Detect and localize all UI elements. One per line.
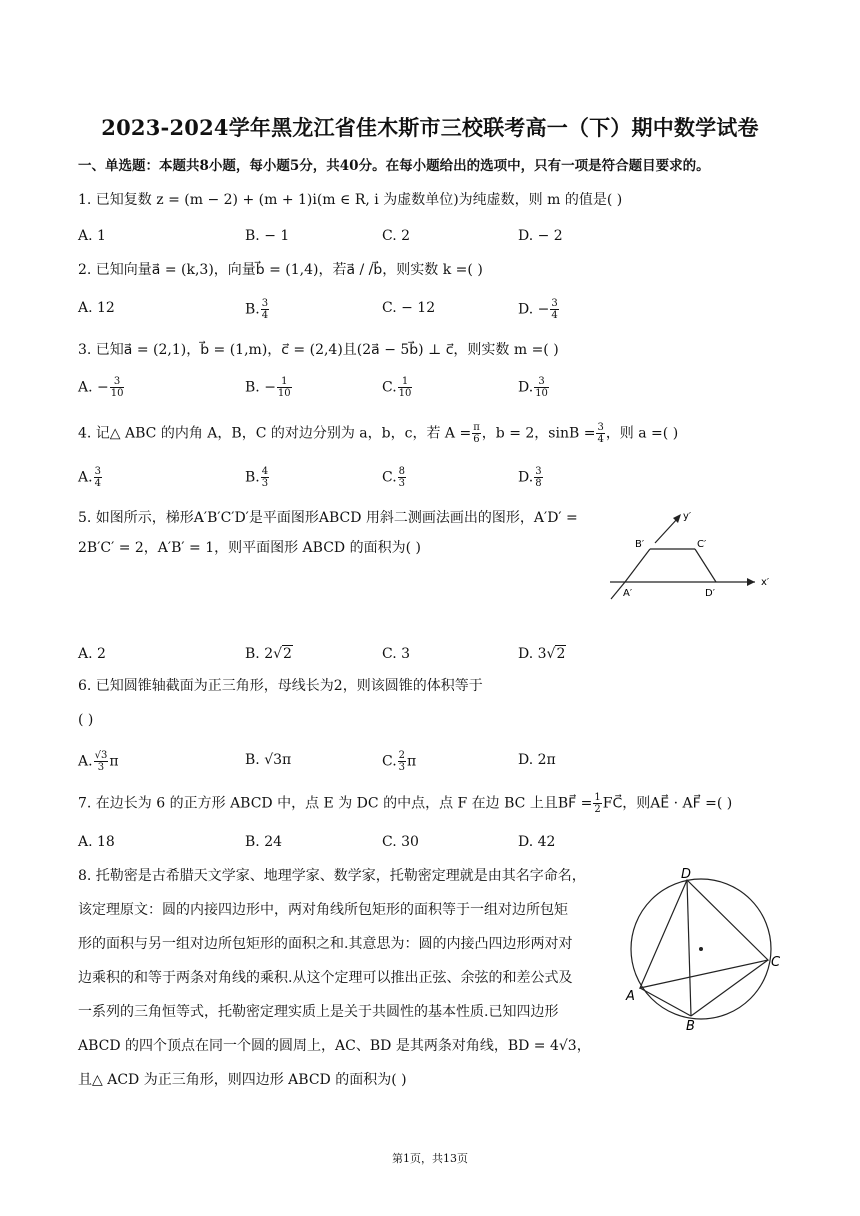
q2-option-c: C. − 12 [382, 300, 436, 316]
question-8-line-1: 8. 托勒密是古希腊天文学家、地理学家、数学家，托勒密定理就是由其名字命名， [78, 868, 586, 884]
q3-option-a: A. − $\frac{3}{10}$ [78, 376, 124, 399]
q3-option-c: C. $\frac{1}{10}$ [382, 376, 412, 399]
q7-option-d: D. 42 [518, 834, 556, 850]
q1-option-d: D. − 2 [518, 228, 563, 244]
label-a-prime: A′ [623, 588, 633, 599]
exam-title: 2023-2024学年黑龙江省佳木斯市三校联考高一（下）期中数学试卷 [101, 115, 759, 140]
label-a: A [626, 989, 635, 1004]
label-d-prime: D′ [705, 588, 715, 599]
q5-option-c: C. 3 [382, 646, 411, 662]
question-1-stem: 1. 已知复数 z = (m − 2) + (m + 1)i(m ∈ R, i 为虚数单位)为纯虚数，则 m 的值是( ) [78, 192, 623, 208]
q5-option-d: D. 3√2 [518, 646, 566, 662]
section-heading: 一、单选题：本题共8小题，每小题5分，共40分。在每小题给出的选项中，只有一项是符合题目要求的。 [78, 158, 710, 174]
label-b-prime: B′ [635, 539, 645, 550]
label-c: C [771, 955, 781, 970]
question-8-line-2: 该定理原文：圆的内接四边形中，两对角线所包矩形的面积等于一组对边所包矩 [78, 902, 568, 918]
question-8-line-7: 且△ ACD 为正三角形，则四边形 ABCD 的面积为( ) [78, 1072, 407, 1088]
question-2-stem: 2. 已知向量a⃗ = (k,3)，向量b⃗ = (1,4)，若a⃗ / /b⃗，则实数 k =( ) [78, 262, 483, 278]
label-c-prime: C′ [697, 539, 707, 550]
question-6-line-1: 6. 已知圆锥轴截面为正三角形，母线长为2，则该圆锥的体积等于 [78, 678, 483, 694]
q5-option-b: B. 2√2 [245, 646, 292, 662]
q7-option-c: C. 30 [382, 834, 419, 850]
q1-option-c: C. 2 [382, 228, 411, 244]
question-5-line-2: 2B′C′ = 2，A′B′ = 1，则平面图形 ABCD 的面积为( ) [78, 540, 421, 556]
question-8-line-4: 边乘积的和等于两条对角线的乘积.从这个定理可以推出正弦、余弦的和差公式及 [78, 970, 573, 986]
q6-option-a: A. $\frac{√3}{3}$ π [78, 750, 119, 773]
q6-option-b: B. √3π [245, 752, 292, 768]
label-y-prime: y′ [683, 511, 692, 522]
q2-option-a: A. 12 [78, 300, 115, 316]
question-5-line-1: 5. 如图所示，梯形A′B′C′D′是平面图形ABCD 用斜二测画法画出的图形，A′D′ = [78, 510, 578, 526]
q7-option-b: B. 24 [245, 834, 283, 850]
q3-option-b: B. − $\frac{1}{10}$ [245, 376, 291, 399]
question-4-stem: 4. 记△ ABC 的内角 A，B，C 的对边分别为 a，b，c，若 A = $\frac{\pi}{6}$ ，b = 2，sinB = $\frac{3}{4}$ ，则 a =( ) [78, 422, 679, 445]
question-8-line-6: ABCD 的四个顶点在同一个圆的圆周上，AC、BD 是其两条对角线，BD = 4√3， [78, 1038, 591, 1054]
q4-option-c: C. $\frac{8}{3}$ [382, 466, 406, 489]
q4-option-d: D. $\frac{3}{8}$ [518, 466, 542, 489]
label-x-prime: x′ [761, 577, 770, 588]
q6-option-c: C. $\frac{2}{3}$ π [382, 750, 417, 773]
trapezoid-figure [605, 505, 795, 605]
q5-option-a: A. 2 [78, 646, 106, 662]
q2-option-b: B. $\frac{3}{4}$ [245, 298, 269, 321]
q4-option-a: A. $\frac{3}{4}$ [78, 466, 101, 489]
question-8-line-5: 一系列的三角恒等式，托勒密定理实质上是关于共圆性的基本性质.已知四边形 [78, 1004, 559, 1020]
q6-option-d: D. 2π [518, 752, 556, 768]
question-7-stem: 7. 在边长为 6 的正方形 ABCD 中，点 E 为 DC 的中点，点 F 在边 BC 上且BF⃗ = $\frac{1}{2}$ FC⃗，则AE⃗ · AF⃗ =( ) [78, 792, 733, 815]
q2-option-d: D. − $\frac{3}{4}$ [518, 298, 558, 321]
page-footer: 第1页，共13页 [392, 1152, 468, 1165]
label-b: B [686, 1019, 695, 1034]
question-3-stem: 3. 已知a⃗ = (2,1)，b⃗ = (1,m)，c⃗ = (2,4)且(2a⃗ − 5b⃗) ⊥ c⃗，则实数 m =( ) [78, 342, 559, 358]
q7-option-a: A. 18 [78, 834, 115, 850]
question-6-line-2: ( ) [78, 712, 94, 728]
cyclic-quadrilateral-figure [620, 862, 790, 1034]
q3-option-d: D. $\frac{3}{10}$ [518, 376, 548, 399]
q1-option-b: B. − 1 [245, 228, 290, 244]
label-d: D [681, 867, 692, 882]
q4-option-b: B. $\frac{4}{3}$ [245, 466, 269, 489]
question-8-line-3: 形的面积与另一组对边所包矩形的面积之和.其意思为：圆的内接凸四边形两对对 [78, 936, 573, 952]
q1-option-a: A. 1 [78, 228, 106, 244]
